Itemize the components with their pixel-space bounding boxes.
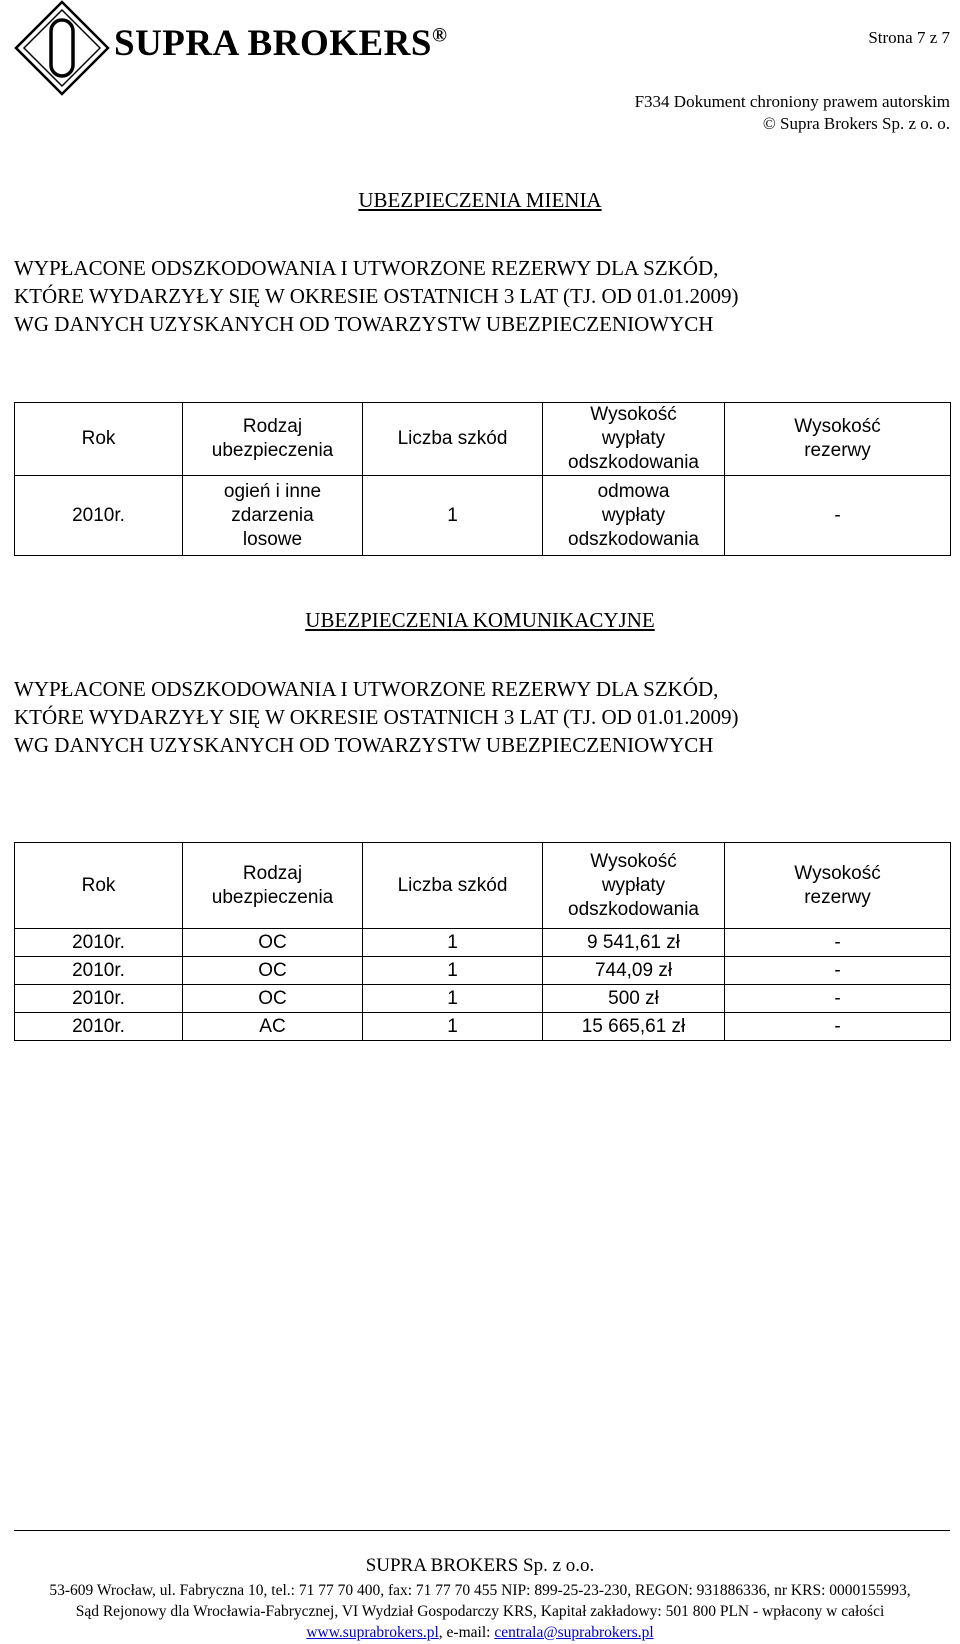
document-notice [635,91,950,135]
col-header-type: Rodzaj ubezpieczenia [183,843,363,929]
cell-payout: 15 665,61 zł [543,1013,725,1041]
table-row [15,985,951,1013]
cell-payout: 9 541,61 zł [543,929,725,957]
cell-reserve: - [725,929,951,957]
col-header-payout: Wysokość wypłaty odszkodowania [543,843,725,929]
cell-type: ogień i inne zdarzenia losowe [183,476,363,556]
cell-reserve: - [725,957,951,985]
col-header-reserve: Wysokość rezerwy [725,843,951,929]
cell-year: 2010r. [15,985,183,1013]
cell-payout: odmowa wypłaty odszkodowania [543,476,725,556]
page-number: Strona 7 z 7 [868,28,950,47]
cell-reserve: - [725,1013,951,1041]
col-header-payout: Wysokość wypłaty odszkodowania [543,403,725,476]
cell-type: OC [183,957,363,985]
cell-type: AC [183,1013,363,1041]
cell-year: 2010r. [15,929,183,957]
footer-divider [14,1530,950,1531]
registered-mark: ® [431,24,448,47]
section-heading-motor: WYPŁACONE ODSZKODOWANIA I UTWORZONE REZERWY DLA SZKÓD, KTÓRE WYDARZYŁY SIĘ W OKRESIE OSTATNICH 3 LAT (TJ. OD 01.01.2009) WG DANYCH UZYSKANYCH OD TOWARZYSTW UBEZPIECZENIOWYCH [14,677,739,757]
cell-count: 1 [363,985,543,1013]
section-title-property: UBEZPIECZENIA MIENIA [358,188,602,212]
cell-reserve: - [725,985,951,1013]
cell-payout: 500 zł [543,985,725,1013]
email-label: , e-mail: [438,1624,495,1641]
email-link[interactable]: centrala@suprabrokers.pl [494,1624,654,1641]
table-header-row [15,403,951,476]
col-header-reserve: Wysokość rezerwy [725,403,951,476]
cell-year: 2010r. [15,957,183,985]
footer-address: 53-609 Wrocław, ul. Fabryczna 10, tel.: 71 77 70 400, fax: 71 77 70 455 NIP: 899-25-23-230, REGON: 931886336, nr KRS: 0000155993, [49,1582,911,1599]
col-header-type: Rodzaj ubezpieczenia [183,403,363,476]
table-row [15,476,951,556]
cell-year: 2010r. [15,1013,183,1041]
cell-year: 2010r. [15,476,183,556]
cell-reserve: - [725,476,951,556]
cell-count: 1 [363,957,543,985]
table-row [15,929,951,957]
footer-court-info: Sąd Rejonowy dla Wrocławia-Fabrycznej, VI Wydział Gospodarczy KRS, Kapitał zakładowy: 501 800 PLN - wpłacony w całości [75,1603,885,1620]
cell-count: 1 [363,1013,543,1041]
table-header-row [15,843,951,929]
footer-contact [0,1624,960,1642]
cell-payout: 744,09 zł [543,957,725,985]
company-logo [14,0,454,96]
logo-diamond-icon [14,0,110,96]
cell-count: 1 [363,929,543,957]
col-header-year: Rok [15,843,183,929]
col-header-count: Liczba szkód [363,843,543,929]
section-title-motor: UBEZPIECZENIA KOMUNIKACYJNE [305,608,655,632]
property-claims-table [14,402,951,556]
copyright-notice: F334 Dokument chroniony prawem autorskim [634,92,950,111]
cell-count: 1 [363,476,543,556]
footer-company-name: SUPRA BROKERS Sp. z o.o. [365,1555,595,1576]
table-row [15,1013,951,1041]
cell-type: OC [183,985,363,1013]
col-header-count: Liczba szkód [363,403,543,476]
col-header-year: Rok [15,403,183,476]
table-row [15,957,951,985]
website-link[interactable]: www.suprabrokers.pl [306,1624,439,1641]
section-heading-property: WYPŁACONE ODSZKODOWANIA I UTWORZONE REZERWY DLA SZKÓD, KTÓRE WYDARZYŁY SIĘ W OKRESIE OSTATNICH 3 LAT (TJ. OD 01.01.2009) WG DANYCH UZYSKANYCH OD TOWARZYSTW UBEZPIECZENIOWYCH [14,256,739,336]
logo-wordmark: SUPRA BROKERS® [114,23,448,64]
copyright-owner: © Supra Brokers Sp. z o. o. [762,114,950,133]
motor-claims-table [14,842,951,1041]
cell-type: OC [183,929,363,957]
